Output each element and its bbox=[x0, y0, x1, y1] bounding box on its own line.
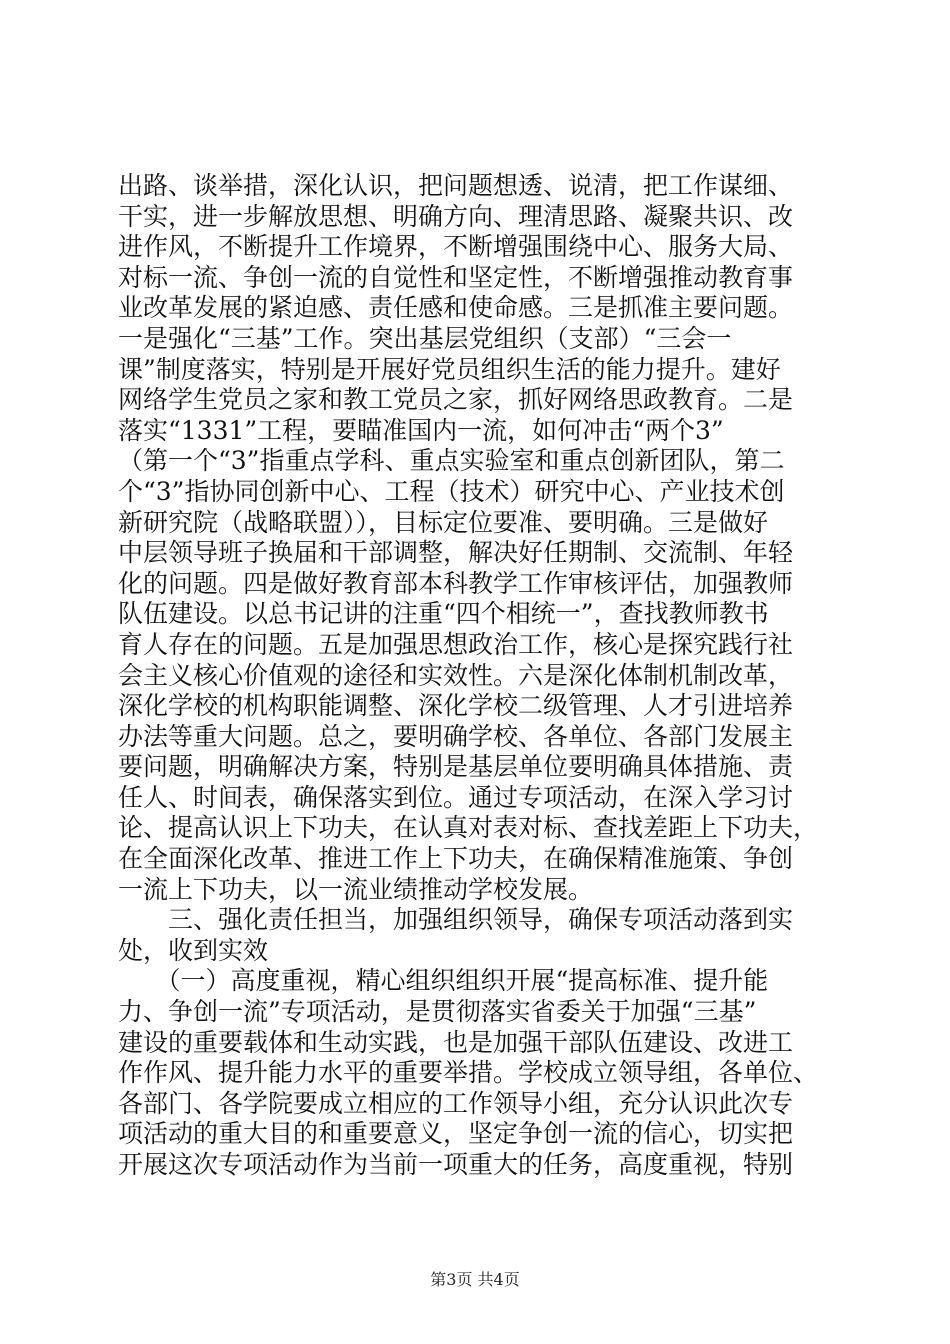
text-line: 育人存在的问题。五是加强思想政治工作，核心是探究践行社 bbox=[118, 629, 794, 659]
text-line: 队伍建设。以总书记讲的注重“四个相统一”，查找教师教书 bbox=[118, 599, 769, 629]
text-line: 任人、时间表，确保落实到位。通过专项活动，在深入学习讨 bbox=[118, 782, 794, 812]
text-line: 进作风，不断提升工作境界，不断增强围绕中心、服务大局、 bbox=[118, 232, 794, 262]
text-line: 落实“1331”工程，要瞄准国内一流，如何冲击“两个3” bbox=[118, 415, 724, 445]
text-line: 深化学校的机构职能调整、深化学校二级管理、人才引进培养 bbox=[118, 691, 794, 721]
text-line: 要问题，明确解决方案，特别是基层单位要明确具体措施、责 bbox=[118, 752, 794, 782]
text-line: 个“3”指协同创新中心、工程（技术）研究中心、产业技术创 bbox=[118, 476, 785, 506]
text-line: 业改革发展的紧迫感、责任感和使命感。三是抓准主要问题。 bbox=[118, 293, 794, 323]
text-line: 作作风、提升能力水平的重要举措。学校成立领导组，各单位、 bbox=[118, 1058, 819, 1088]
section-heading-line: 处，收到实效 bbox=[118, 935, 269, 965]
text-line: 出路、谈举措，深化认识，把问题想透、说清，把工作谋细、 bbox=[118, 171, 794, 200]
text-line: 对标一流、争创一流的自觉性和坚定性，不断增强推动教育事 bbox=[118, 262, 794, 292]
document-body bbox=[118, 171, 838, 1181]
text-line: 新研究院（战略联盟）），目标定位要准、要明确。三是做好 bbox=[118, 507, 769, 537]
section-heading-line: 三、强化责任担当，加强组织领导，确保专项活动落到实 bbox=[118, 905, 794, 935]
text-line: 会主义核心价值观的途径和实效性。六是深化体制机制改革， bbox=[118, 660, 794, 690]
text-line: 力、争创一流”专项活动，是贯彻落实省委关于加强“三基” bbox=[118, 997, 757, 1027]
text-line: 各部门、各学院要成立相应的工作领导小组，充分认识此次专 bbox=[118, 1088, 794, 1118]
text-line: （第一个“3”指重点学科、重点实验室和重点创新团队，第二 bbox=[118, 446, 785, 476]
text-line: 项活动的重大目的和重要意义，坚定争创一流的信心，切实把 bbox=[118, 1119, 794, 1149]
text-line: 论、提高认识上下功夫，在认真对表对标、查找差距上下功夫， bbox=[118, 813, 819, 843]
text-line: 化的问题。四是做好教育部本科教学工作审核评估，加强教师 bbox=[118, 568, 794, 598]
text-line: 建设的重要载体和生动实践，也是加强干部队伍建设、改进工 bbox=[118, 1027, 794, 1057]
text-line: 开展这次专项活动作为当前一项重大的任务，高度重视，特别 bbox=[118, 1150, 794, 1179]
text-line: （一）高度重视，精心组织组织开展“提高标准、提升能 bbox=[118, 966, 769, 996]
text-line: 一流上下功夫，以一流业绩推动学校发展。 bbox=[118, 874, 594, 904]
text-line: 办法等重大问题。总之，要明确学校、各单位、各部门发展主 bbox=[118, 721, 794, 751]
text-line: 中层领导班子换届和干部调整，解决好任期制、交流制、年轻 bbox=[118, 538, 794, 568]
page-number-footer: 第3页 共4页 bbox=[430, 1270, 520, 1289]
text-line: 一是强化“三基”工作。突出基层党组织（支部）“三会一 bbox=[118, 323, 732, 353]
text-line: 课”制度落实，特别是开展好党员组织生活的能力提升。建好 bbox=[118, 354, 781, 384]
text-line: 干实，进一步解放思想、明确方向、理清思路、凝聚共识、改 bbox=[118, 201, 794, 231]
text-line: 在全面深化改革、推进工作上下功夫，在确保精准施策、争创 bbox=[118, 844, 794, 874]
text-line: 网络学生党员之家和教工党员之家，抓好网络思政教育。二是 bbox=[118, 385, 794, 415]
